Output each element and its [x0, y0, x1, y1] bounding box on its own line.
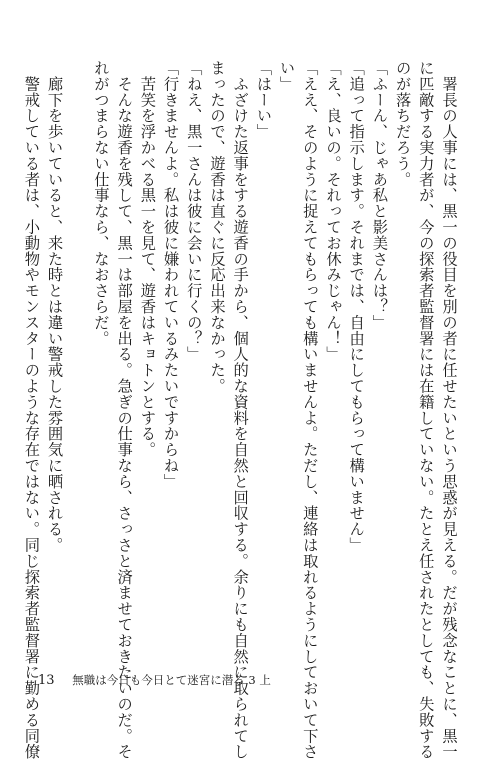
- text-line: い」: [277, 60, 296, 92]
- page-footer: [38, 672, 271, 688]
- text-line: 警戒している者は、小動物やモンスターのような存在ではない。同じ探索者監督署に勤める同僚: [22, 60, 41, 760]
- text-line: 「ふーん、じゃあ私と影美さんは？」: [370, 60, 389, 331]
- text-line: まったので、遊香は直ぐに反応出来なかった。: [207, 60, 226, 394]
- text-line: 「ええ、そのように捉えてもらっても構いませんよ。ただし、連絡は取れるようにしておいて下さ: [300, 60, 319, 760]
- text-line: 苦笑を浮かべる黒一を見て、遊香はキョトンとする。: [138, 60, 157, 458]
- text-line: 「ねえ、黒一さんは彼に会いに行くの？」: [184, 60, 203, 363]
- text-line: ふざけた返事をする遊香の手から、個人的な資料を自然と回収する。余りにも自然に取られてし: [231, 60, 250, 760]
- text-line: 「え、良いの。それってお休みじゃん！」: [323, 60, 342, 363]
- text-line: 廊下を歩いていると、来た時とは違い警戒した雰囲気に晒される。: [45, 60, 64, 553]
- text-line: 「追って指示します。それまでは、自由にしてもらって構いません」: [347, 60, 366, 553]
- text-line: 署長の人事には、黒一の役目を別の者に任せたいという思惑が見える。だが残念なことに、黒一: [440, 60, 458, 760]
- running-title: 無職は今日も今日とて迷宮に潜る 3 上: [72, 673, 271, 687]
- text-line: 「行きませんよ。私は彼に嫌われているみたいですからね」: [161, 60, 180, 490]
- page-number: 13: [38, 673, 55, 688]
- text-line: 「はーい」: [254, 60, 273, 140]
- text-line: に匹敵する実力者が、今の探索者監督署には在籍していない。たとえ任されたとしても、失敗する: [416, 60, 435, 760]
- blank-line: [66, 60, 89, 626]
- text-line: れがつまらない仕事なら、なおさらだ。: [91, 60, 110, 347]
- text-line: のが落ちだろう。: [393, 60, 412, 188]
- text-line: そんな遊香を残して、黒一は部屋を出る。急ぎの仕事なら、さっさと済ませておきたいのだ。そ: [115, 60, 134, 760]
